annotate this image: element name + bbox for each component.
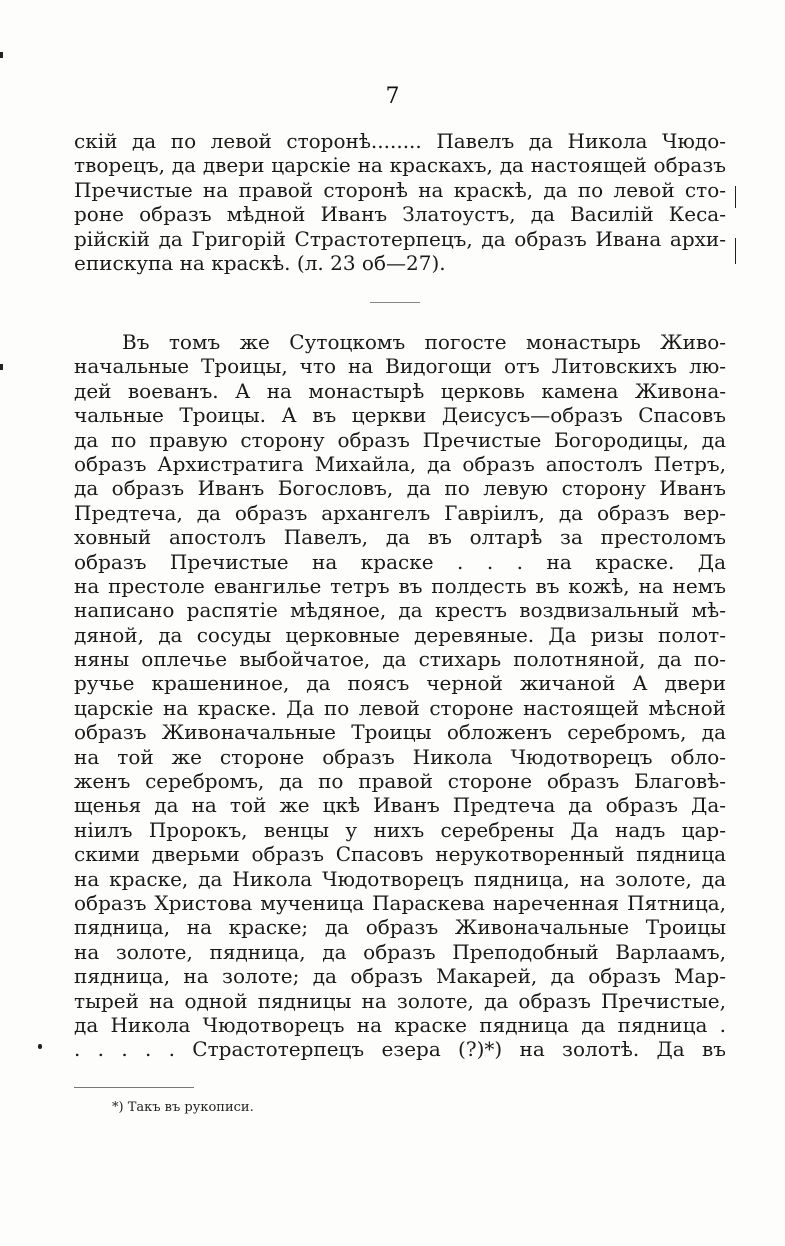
text-line: образъ Пречистые на краске . . . на краске. Да — [74, 549, 726, 574]
text-line: дей воеванъ. А на монастырѣ церковь камена Живона- — [74, 378, 726, 403]
text-line: да образъ Иванъ Богословъ, да по левую сторону Иванъ — [74, 476, 726, 501]
text-line: епискупа на краскѣ. (л. 23 об—27). — [74, 250, 446, 275]
margin-mark — [735, 186, 736, 208]
text-line: пядница, на краске; да образъ Живоначальные Троицы — [74, 915, 726, 940]
section-separator — [370, 302, 420, 303]
text-line: . . . . . Страстотерпецъ езера (?)*) на золотѣ. Да въ — [74, 1037, 726, 1062]
text-line: ховный апостолъ Павелъ, да въ олтарѣ за престоломъ — [74, 525, 726, 550]
text-line: ручье крашениное, да поясъ черной жичаной А двери — [74, 671, 726, 696]
text-line: рійскій да Григорій Страстотерпецъ, да образъ Ивана архи- — [74, 226, 726, 251]
text-line: начальные Троицы, что на Видогощи отъ Литовскихъ лю- — [74, 354, 726, 379]
text-line: на золоте, пядница, да образъ Преподобный Варлаамъ, — [74, 939, 726, 964]
text-line: царскіе на краске. Да по левой стороне настоящей мѣсной — [74, 695, 726, 720]
text-line: творецъ, да двери царскіе на краскахъ, да настоящей образъ — [74, 153, 726, 178]
text-line: женъ серебромъ, да по правой стороне образъ Благовѣ- — [74, 769, 726, 794]
text-line: образъ Христова мученица Параскева нареченная Пятница, — [74, 890, 726, 915]
paragraph-continuation — [74, 129, 726, 275]
text-line: щенья да на той же цкѣ Иванъ Предтеча да образъ Да- — [74, 793, 726, 818]
text-line: образъ Архистратига Михайла, да образъ апостолъ Петръ, — [74, 451, 726, 476]
text-line: ніилъ Пророкъ, венцы у нихъ серебрены Да надъ цар- — [74, 817, 726, 842]
text-line: образъ Живоначальные Троицы обложенъ серебромъ, да — [74, 720, 726, 745]
text-line: Въ томъ же Сутоцкомъ погосте монастырь Живо- — [122, 330, 726, 354]
text-line: да по правую сторону образъ Пречистые Богородицы, да — [74, 427, 726, 452]
footnote: *) Такъ въ рукописи. — [112, 1100, 254, 1115]
text-line: скій да по левой сторонѣ........ Павелъ да Никола Чюдо- — [74, 129, 726, 153]
margin-mark — [0, 364, 3, 370]
footnote-rule — [74, 1087, 194, 1088]
text-line: да Никола Чюдотворецъ на краске пядница да пядница . — [74, 1012, 726, 1037]
text-line: Пречистые на правой сторонѣ на краскѣ, да по левой сто- — [74, 177, 726, 202]
page-number: 7 — [385, 84, 400, 109]
margin-mark — [0, 52, 3, 58]
text-line: на той же стороне образъ Никола Чюдотворецъ обло- — [74, 744, 726, 769]
text-line: на престоле евангилье тетръ въ полдесть въ кожѣ, на немъ — [74, 573, 726, 598]
text-line: написано распятіе мѣдяное, да крестъ воздвизальный мѣ- — [74, 598, 726, 623]
text-line: тырей на одной пядницы на золоте, да образъ Пречистые, — [74, 988, 726, 1013]
text-line: роне образъ мѣдной Иванъ Златоустъ, да Василій Кеса- — [74, 202, 726, 227]
margin-mark — [735, 238, 736, 264]
paragraph-main — [74, 330, 726, 1062]
text-line: чальные Троицы. А въ церкви Деисусъ—образъ Спасовъ — [74, 403, 726, 428]
text-line: Предтеча, да образъ архангелъ Гавріилъ, да образъ вер- — [74, 500, 726, 525]
text-line: няны оплечье выбойчатое, да стихарь полотняной, да по- — [74, 647, 726, 672]
margin-mark — [38, 1044, 42, 1049]
text-line: скими дверьми образъ Спасовъ нерукотворенный пядница — [74, 842, 726, 867]
text-line: на краске, да Никола Чюдотворецъ пядница, на золоте, да — [74, 866, 726, 891]
text-line: пядница, на золоте; да образъ Макарей, да образъ Мар- — [74, 964, 726, 989]
text-line: дяной, да сосуды церковные деревяные. Да ризы полот- — [74, 622, 726, 647]
